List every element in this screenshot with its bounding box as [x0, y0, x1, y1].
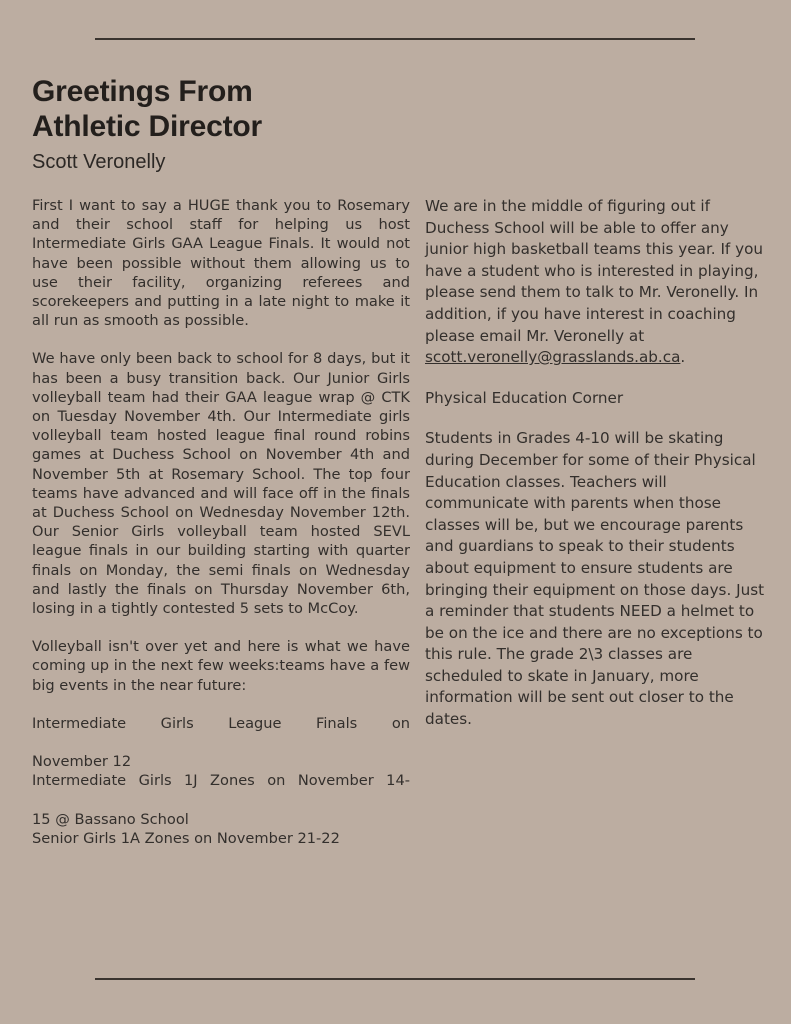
- right-column: [425, 196, 773, 731]
- top-divider-rule: [95, 38, 695, 40]
- left-paragraph-1: First I want to say a HUGE thank you to Rosemary and their school staff for helping us host Intermediate Girls GAA League Finals. It would not have been possible without them allowing us to use their facility, organizing referees and scorekeepers and putting in a late night to make it all run as smooth as possible.: [32, 197, 410, 330]
- author-byline: Scott Veronelly: [32, 151, 166, 173]
- events-list-line: November 12: [32, 753, 132, 771]
- pe-corner-heading: Physical Education Corner: [425, 388, 624, 407]
- right-paragraph-2: Students in Grades 4-10 will be skating during December for some of their Physical Education classes. Teachers will communicate with parents when those classes will be, but we encourage parents and guardians to speak to their students about equipment to ensure students are bringing their equipment on those days. Just a reminder that students NEED a helmet to be on the ice and there are no exceptions to this rule. The grade 2\3 classes are scheduled to skate in January, more information will be sent out closer to the dates.: [425, 429, 765, 729]
- events-list-line: Intermediate Girls 1J Zones on November 14-: [32, 772, 410, 790]
- email-link[interactable]: scott.veronelly@grasslands.ab.ca: [425, 348, 681, 367]
- left-paragraph-2: We have only been back to school for 8 days, but it has been a busy transition back. Our Junior Girls volleyball team had their GAA league wrap @ CTK on Tuesday November 4th. Our Intermediate girls volleyball team hosted league final round robins games at Duchess School on November 4th and November 5th at Rosemary School. The top four teams have advanced and will face off in the finals at Duchess School on Wednesday November 12th. Our Senior Girls volleyball team hosted SEVL league finals in our building starting with quarter finals on Monday, the semi finals on Wednesday and lastly the finals on Thursday November 6th, losing in a tightly contested 5 sets to McCoy.: [32, 350, 410, 618]
- left-paragraph-3: Volleyball isn't over yet and here is what we have coming up in the next few weeks:teams have a few big events in the near future:: [32, 638, 410, 694]
- right-paragraph-1: [425, 196, 773, 369]
- bottom-divider-rule: [95, 978, 695, 980]
- right-paragraph-1-tail: .: [680, 348, 686, 367]
- right-paragraph-1-text: We are in the middle of figuring out if Duchess School will be able to offer any junior high basketball teams this year. If you have a student who is interested in playing, please send them to talk to Mr. Veronelly. In addition, if you have interest in coaching please email Mr. Veronelly at: [425, 197, 764, 345]
- masthead: [32, 74, 512, 174]
- page-title-line-1: Greetings From: [32, 75, 253, 108]
- page-title: [32, 74, 512, 144]
- events-list-line: 15 @ Bassano School: [32, 810, 189, 828]
- events-list: [32, 714, 410, 848]
- left-column: [32, 196, 410, 848]
- page-title-line-2: Athletic Director: [32, 110, 262, 143]
- events-list-line: Intermediate Girls League Finals on: [32, 714, 410, 732]
- events-list-line: Senior Girls 1A Zones on November 21-22: [32, 830, 340, 848]
